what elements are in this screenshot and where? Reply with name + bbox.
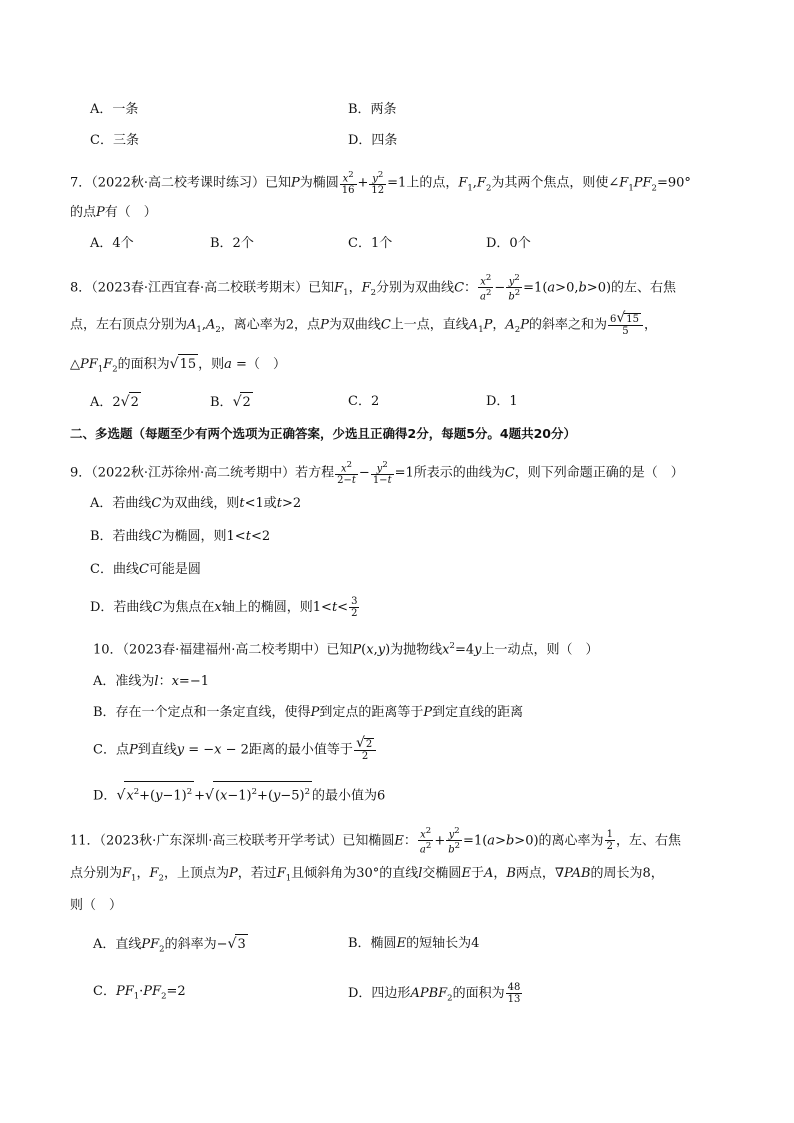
q7-option-c: C．1个 [348,236,393,251]
question-9-line-1: 9．（2022秋·江苏徐州·高二统考期中）若方程 $\frac{x^2}{2-t}$ − $\frac{y^2}{1-t}$ =1所表示的曲线为C，则下列命题正确的是（ ） [70,460,684,487]
q6-option-b: B．两条 [348,102,397,117]
q9-option-d: D．若曲线C为焦点在x轴上的椭圆，则1<t< $\frac{3}{2}$ [90,596,358,619]
question-7-line-1: 7．（2022秋·高二校考课时练习）已知P为椭圆 $\frac{x^2}{16}$ + $\frac{y^2}{12}$ =1上的点，$F_1,F_2$为其两个焦点，则使$\angle F_1PF_2=90^\circ$ [70,170,691,197]
q6-option-d: D．四条 [348,133,398,148]
q10-option-b: B．存在一个定点和一条定直线，使得P到定点的距离等于P到定直线的距离 [93,705,524,720]
q9-option-c: C．曲线C可能是圆 [90,562,201,577]
q10-option-a: A．准线为l：x=−1 [93,674,209,689]
question-10-line-1: 10．（2023春·福建福州·高二校考期中）已知P(x,y)为抛物线$x^2=4y$上一动点，则（ ） [93,641,599,658]
q10-option-c: C．点P到直线y = −x − 2距离的最小值等于 $\frac{√2}{2}$ [93,738,377,762]
question-11-line-3: 则（ ） [70,898,123,913]
q7-option-b: B．2个 [210,236,254,251]
question-8-line-2: 点，左右顶点分别为$A_1,A_2$，离心率为2，点P为双曲线C上一点，直线$A_1P$，$A_2P$的斜率之和为 $\frac{6√15}{5}$ ， [70,310,657,337]
question-11-line-2: 点分别为$F_1$，$F_2$，上顶点为P，若过$F_1$且倾斜角为30°的直线l交椭圆E于A，B两点，∇PAB的周长为8， [70,866,664,884]
q7-option-a: A．4个 [90,236,134,251]
q6-option-c: C．三条 [90,133,139,148]
question-11-line-1: 11．（2023秋·广东深圳·高三校联考开学考试）已知椭圆E： $\frac{x^2}{a^2}$ + $\frac{y^2}{b^2}$ =1(a>b>0)的离心率为 $\frac{1}{2}$ ，左、右焦 [70,826,681,856]
question-8-line-3: $\triangle PF_1F_2$的面积为√15 ，则a =（ ） [70,356,286,375]
q10-option-d: D．$√x^2+(y-1)^2 +√(x-1)^2+(y-5)^2$ 的最小值为6 [93,781,385,806]
q9-option-a: A．若曲线C为双曲线，则t<1或t>2 [90,496,302,511]
q8-option-b: B．√2 [210,392,253,413]
q11-option-a: A．直线$PF_2$的斜率为−√3 [93,936,246,955]
q8-option-d: D．1 [486,394,518,409]
question-7-line-2: 的点P有（ ） [70,205,157,220]
q11-option-b: B．椭圆E的短轴长为4 [348,936,480,951]
q7-option-d: D．0个 [486,236,531,251]
q6-option-a: A．一条 [90,102,139,117]
section-heading-multiple-choice: 二、多选题（每题至少有两个选项为正确答案，少选且正确得2分，每题5分。4题共20分） [70,426,576,441]
q9-option-b: B．若曲线C为椭圆，则1<t<2 [90,529,271,544]
q11-option-c: C．$PF_1\cdot PF_2=2$ [93,984,186,1002]
question-8-line-1: 8．（2023春·江西宜春·高二校联考期末）已知$F_1$，$F_2$分别为双曲线C： $\frac{x^2}{a^2}$ − $\frac{y^2}{b^2}$ =1(a>0,b>0)的左、右焦 [70,273,677,303]
q8-option-a: A．2√2 [90,392,141,413]
q8-option-c: C．2 [348,394,380,409]
q11-option-d: D．四边形$APBF_2$的面积为 $\frac{48}{13}$ [348,982,521,1005]
